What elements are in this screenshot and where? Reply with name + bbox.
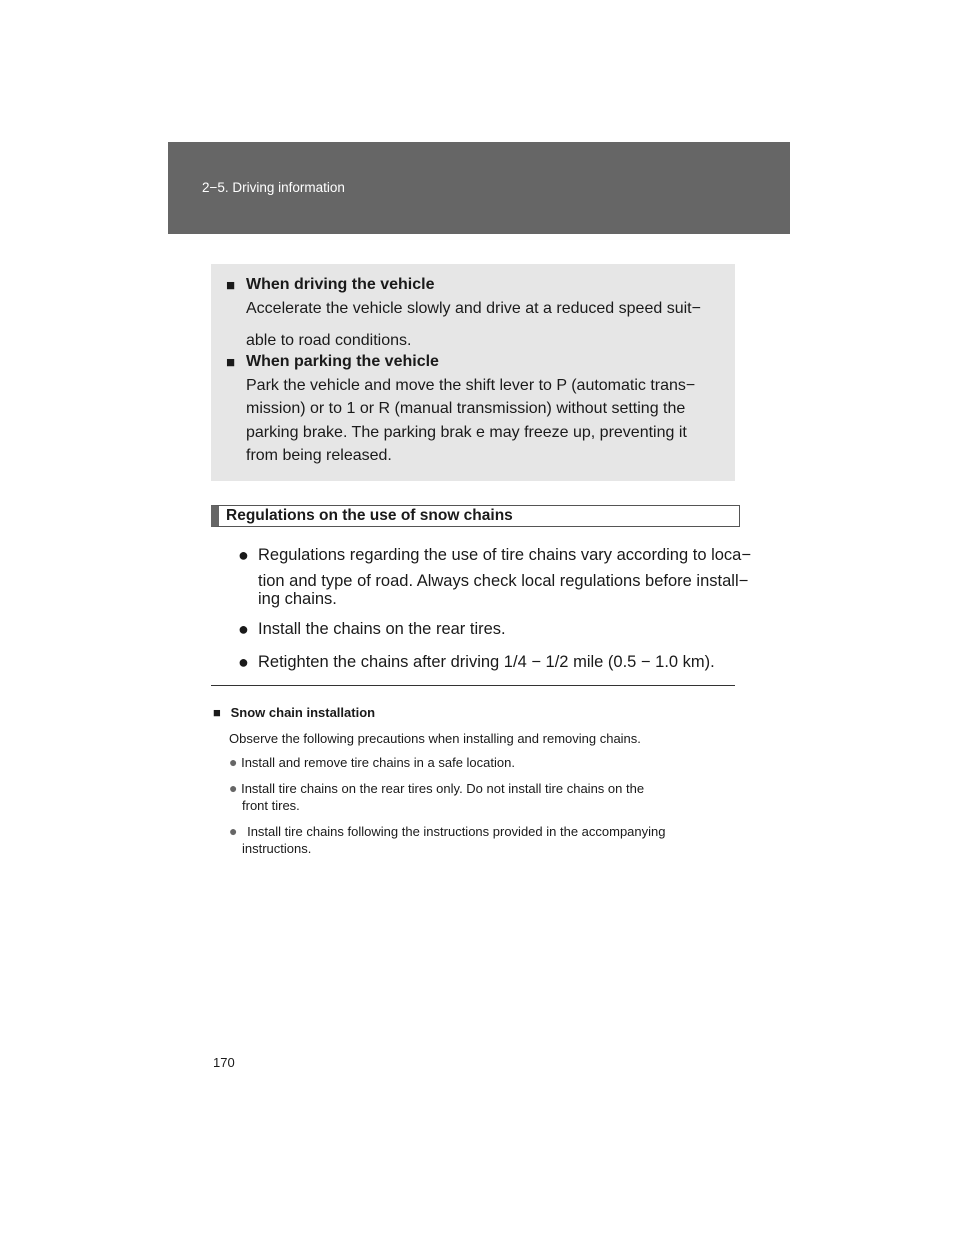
bullet-icon: ● — [229, 823, 238, 839]
bullet-icon: ● — [238, 652, 249, 672]
square-bullet-icon: ■ — [213, 705, 221, 720]
bullet-icon: ● — [238, 619, 249, 639]
divider — [211, 685, 735, 686]
note-item-continuation: instructions. — [242, 841, 312, 856]
note-intro: Observe the following precautions when installing and removing chains. — [229, 731, 641, 746]
page-number: 170 — [213, 1055, 235, 1070]
parking-line: from being released. — [246, 447, 392, 464]
note-item: ● Install tire chains following the instructions provided in the accompanying — [229, 823, 666, 839]
parking-line: mission) or to 1 or R (manual transmission) without setting the — [246, 400, 686, 417]
note-item: ● Install tire chains on the rear tires only. Do not install tire chains on the — [229, 780, 645, 796]
parking-line: Park the vehicle and move the shift lever to P (automatic trans− — [246, 377, 696, 394]
section-header-band — [168, 142, 790, 234]
parking-line: parking brake. The parking brak e may freeze up, preventing it — [246, 424, 687, 441]
bullet-icon: ● — [229, 754, 238, 770]
section-title: 2−5. Driving information — [202, 180, 345, 195]
square-bullet-icon: ■ — [226, 277, 236, 294]
driving-line: Accelerate the vehicle slowly and drive at a reduced speed suit− — [246, 300, 701, 317]
note-heading: ■ Snow chain installation — [213, 705, 376, 720]
note-item: ● Install and remove tire chains in a safe location. — [229, 754, 515, 770]
list-item-continuation: ing chains. — [258, 590, 337, 608]
regulations-heading-box — [211, 505, 740, 527]
parking-heading: When parking the vehicle — [246, 353, 439, 370]
square-bullet-icon: ■ — [226, 354, 236, 371]
bullet-icon: ● — [238, 545, 249, 565]
note-item-continuation: front tires. — [242, 798, 300, 813]
regulations-heading: Regulations on the use of snow chains — [226, 507, 513, 524]
bullet-icon: ● — [229, 780, 238, 796]
driving-line: able to road conditions. — [246, 332, 412, 349]
driving-heading: When driving the vehicle — [246, 276, 435, 293]
info-box — [211, 264, 735, 481]
list-item-continuation: tion and type of road. Always check local regulations before install− — [258, 572, 749, 590]
